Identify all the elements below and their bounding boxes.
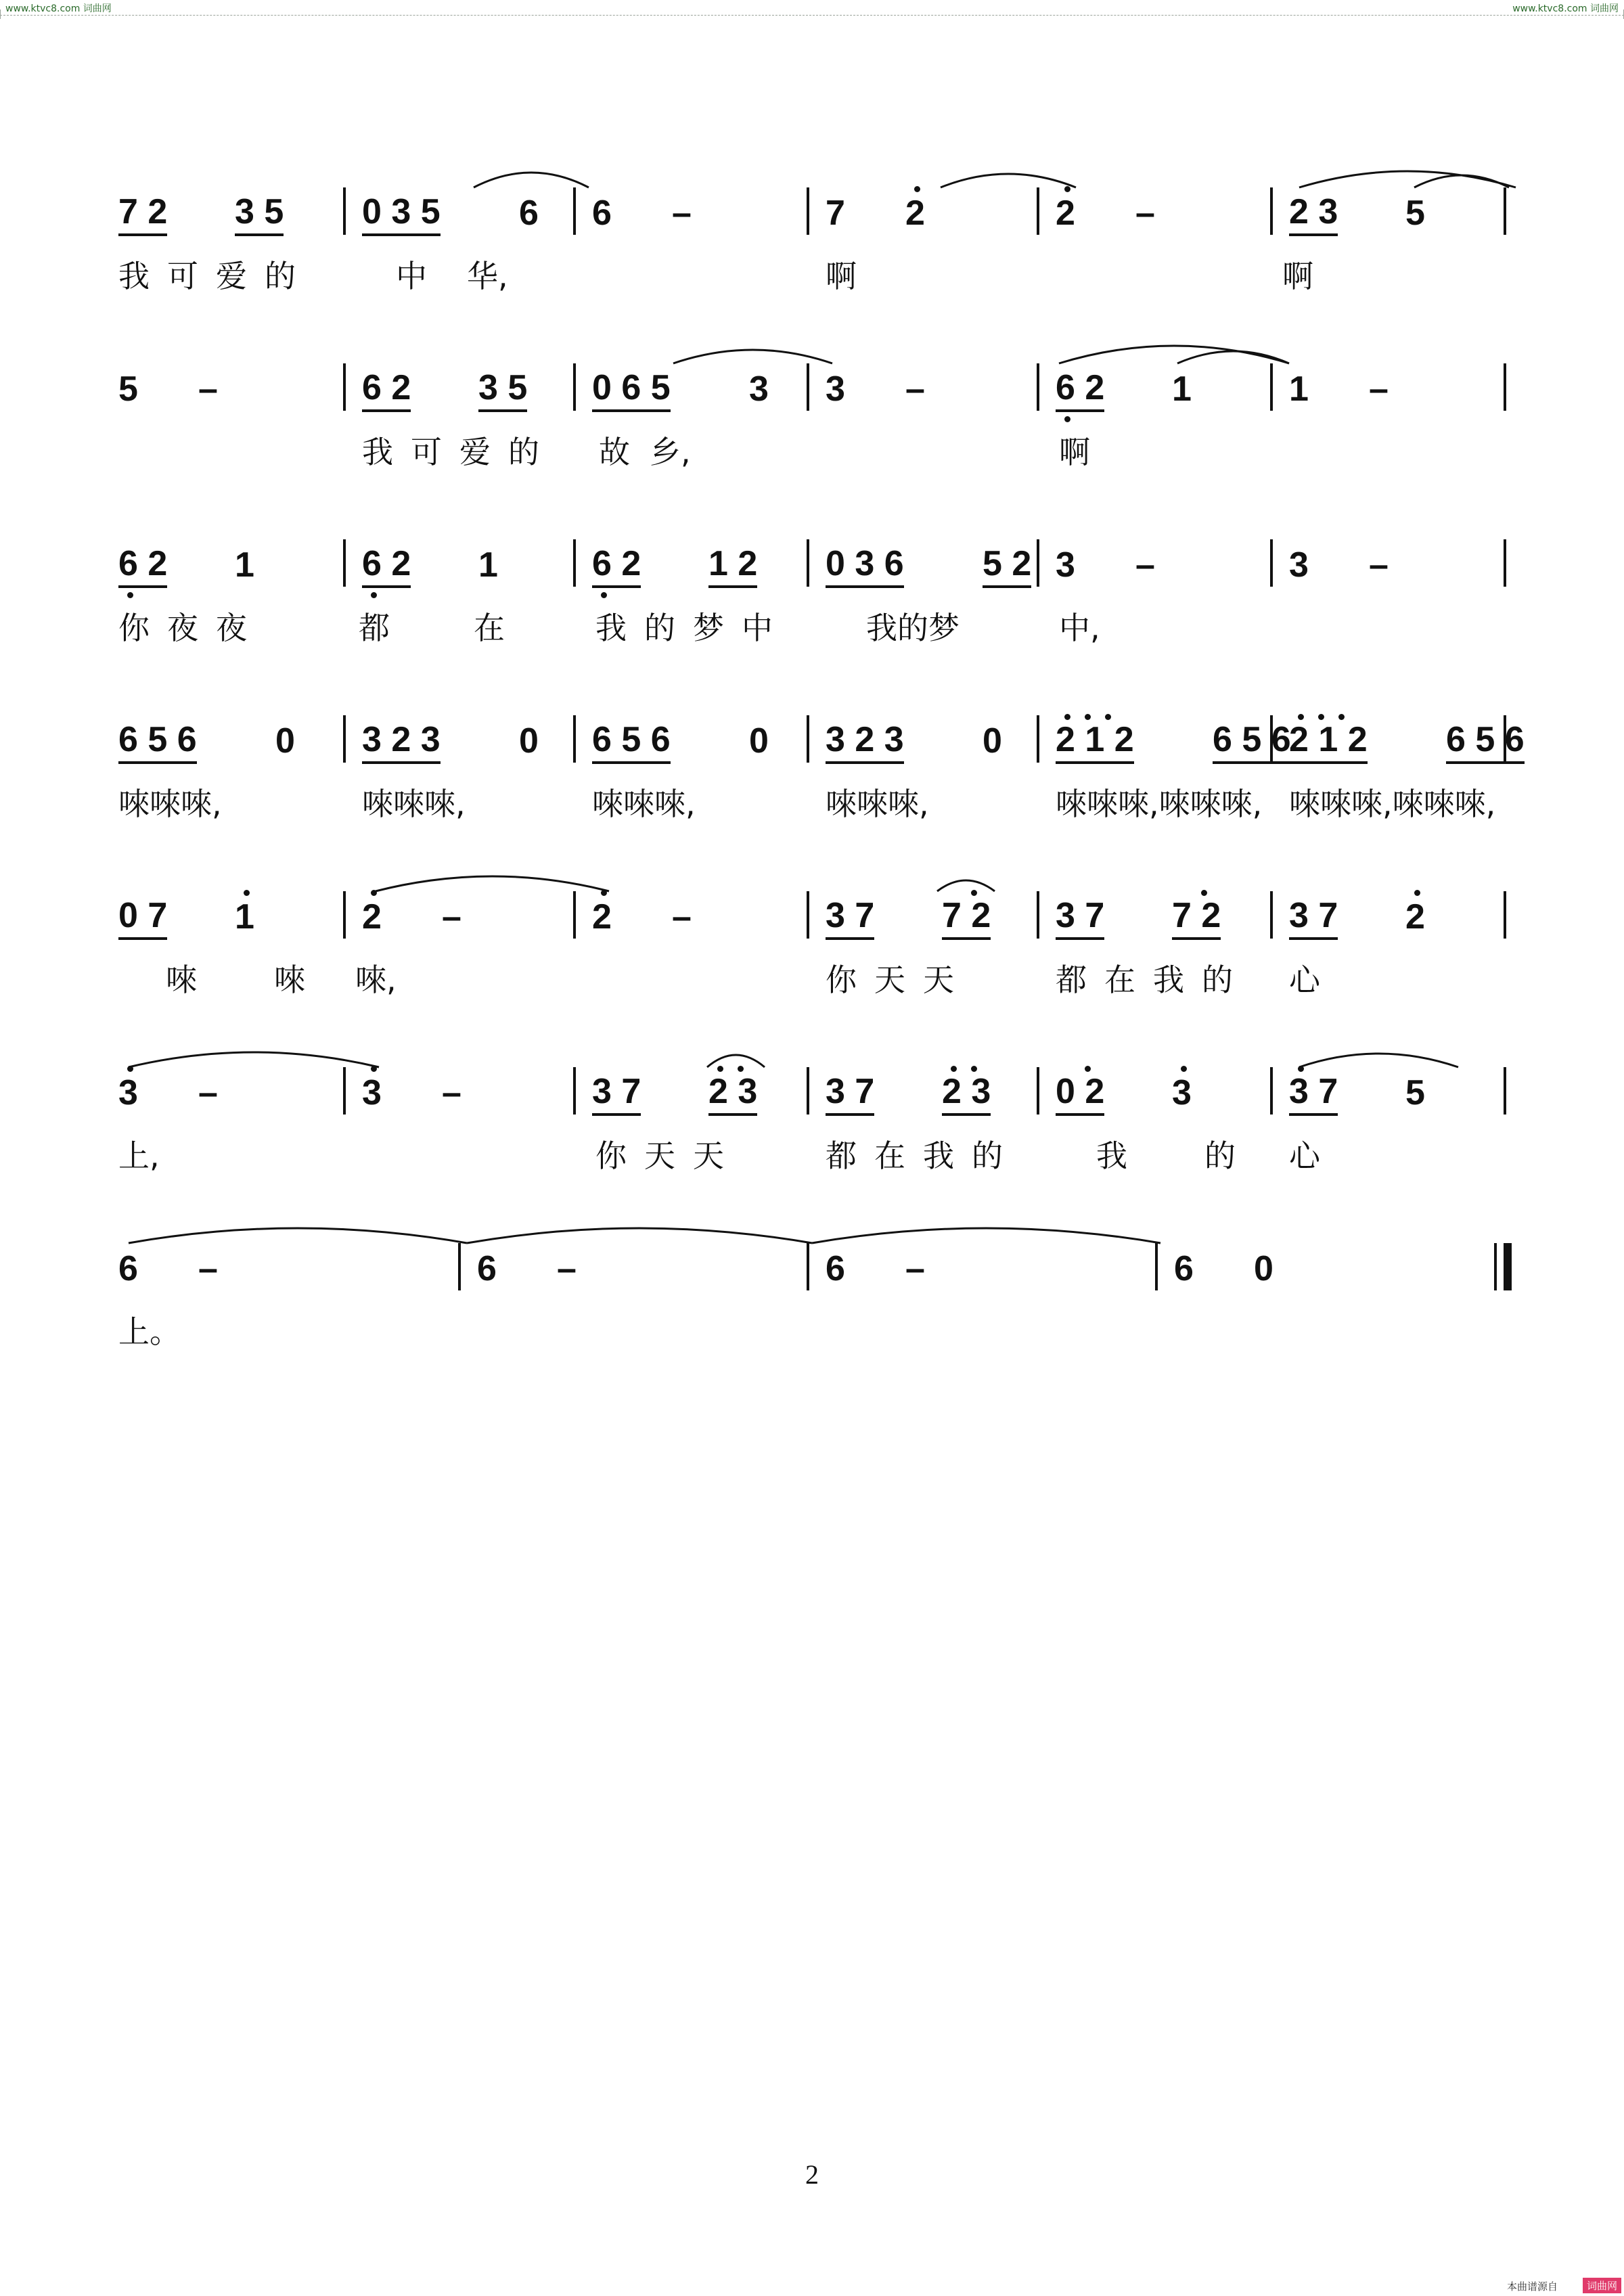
- lyric-text: 都在我的: [826, 1138, 1020, 1174]
- slur-arc: [812, 1228, 1160, 1243]
- note-group: 7 2: [942, 897, 991, 940]
- dash-note: –: [557, 1249, 577, 1288]
- barline: [1037, 715, 1039, 763]
- lyric-text: 唻唻唻,: [118, 786, 222, 822]
- octave-dot-high: [1338, 714, 1345, 720]
- octave-dot-high: [1201, 890, 1207, 896]
- header-site-right[interactable]: www.ktvc8.com 词曲网: [1512, 3, 1619, 14]
- barline: [458, 1243, 461, 1290]
- slur-arc: [1059, 346, 1289, 363]
- barline: [1504, 1067, 1506, 1115]
- barline: [1037, 891, 1039, 939]
- note-group: 5: [1405, 1073, 1425, 1112]
- barline: [807, 715, 809, 763]
- octave-dot-high: [1105, 714, 1111, 720]
- barline: [573, 891, 576, 939]
- note-group: 1: [235, 897, 254, 937]
- lyric-text: 上,: [118, 1138, 160, 1174]
- slur-arc: [129, 1228, 467, 1243]
- note-group: 2: [362, 897, 382, 937]
- note-group: 6 5 6: [592, 721, 671, 764]
- dash-note: –: [1369, 545, 1389, 585]
- lyric-text: 啊: [1059, 434, 1090, 470]
- note-group: 6: [519, 194, 539, 233]
- octave-dot-high: [601, 890, 607, 896]
- note-group: 7: [826, 194, 845, 233]
- note-group: 0: [519, 721, 539, 761]
- barline: [343, 891, 346, 939]
- lyric-text: 啊: [826, 258, 857, 294]
- lyric-text: 唻唻唻,: [592, 786, 696, 822]
- note-group: 6 5 6: [1446, 721, 1525, 764]
- note-group: 1: [1289, 369, 1309, 409]
- lyric-text: 唻唻唻,: [826, 786, 929, 822]
- octave-dot-high: [971, 890, 977, 896]
- lyric-text: 我的梦: [866, 610, 960, 646]
- header-tick-left: [0, 9, 1, 19]
- barline: [1037, 1067, 1039, 1115]
- octave-dot-high: [717, 1066, 723, 1072]
- lyric-text: 唻唻唻,唻唻唻,: [1056, 786, 1263, 822]
- octave-dot-high: [127, 1066, 133, 1072]
- note-group: 5: [1405, 194, 1425, 233]
- barline: [343, 715, 346, 763]
- note-group: 2 3: [942, 1073, 991, 1116]
- lyric-text: 我可爱的: [118, 258, 313, 294]
- note-group: 6: [477, 1249, 497, 1288]
- slur-arc: [941, 174, 1076, 187]
- lyric-text: 都在我的: [1056, 962, 1250, 998]
- note-group: 3: [362, 1073, 382, 1112]
- note-group: 0 3 5: [362, 193, 441, 236]
- note-group: 3 7: [826, 897, 874, 940]
- octave-dot-high: [1318, 714, 1324, 720]
- note-group: 6: [592, 194, 612, 233]
- barline: [807, 1243, 809, 1290]
- octave-dot-high: [914, 186, 920, 192]
- lyric-text: 啊: [1282, 258, 1313, 294]
- lyric-text: 我: [1096, 1138, 1127, 1174]
- note-group: 5 2: [983, 545, 1031, 588]
- note-group: 1 2: [708, 545, 757, 588]
- footer-site-link[interactable]: 词曲网: [1583, 2278, 1621, 2293]
- header-site-left[interactable]: www.ktvc8.com 词曲网: [5, 3, 112, 14]
- barline: [807, 539, 809, 587]
- barline: [807, 363, 809, 411]
- lyric-text: 我的梦中: [595, 610, 790, 646]
- barline: [1504, 187, 1506, 235]
- octave-dot-high: [738, 1066, 744, 1072]
- slur-arc: [1299, 171, 1516, 187]
- lyric-text: 的: [1204, 1138, 1236, 1174]
- dash-note: –: [672, 194, 692, 233]
- note-group: 3 7: [1056, 897, 1104, 940]
- note-group: 3: [1056, 545, 1075, 585]
- octave-dot-high: [244, 890, 250, 896]
- note-group: 0 6 5: [592, 369, 671, 412]
- octave-dot-high: [971, 1066, 977, 1072]
- dash-note: –: [1135, 194, 1155, 233]
- note-group: 6 5 6: [118, 721, 197, 764]
- barline: [1270, 363, 1273, 411]
- note-group: 6 2: [592, 545, 641, 588]
- note-group: 0 7: [118, 897, 167, 940]
- barline: [1037, 539, 1039, 587]
- octave-dot-high: [1085, 1066, 1091, 1072]
- note-group: 3 7: [592, 1073, 641, 1116]
- lyric-text: 心: [1289, 1138, 1320, 1174]
- dash-note: –: [905, 1249, 925, 1288]
- slur-arc: [1414, 175, 1509, 187]
- barline: [807, 891, 809, 939]
- dash-note: –: [1369, 369, 1389, 409]
- note-group: 2 3: [1289, 193, 1338, 236]
- note-group: 1: [1172, 369, 1192, 409]
- note-group: 6: [826, 1249, 845, 1288]
- dash-note: –: [442, 1073, 461, 1112]
- barline: [343, 539, 346, 587]
- note-group: 6: [1174, 1249, 1194, 1288]
- note-group: 2: [1405, 897, 1425, 937]
- barline: [1270, 187, 1273, 235]
- lyric-text: 你天天: [826, 962, 972, 998]
- lyric-text: 我可爱的: [362, 434, 557, 470]
- lyric-text: 在: [474, 610, 505, 646]
- final-barline-thin: [1494, 1243, 1497, 1290]
- note-group: 0: [275, 721, 295, 761]
- octave-dot-low: [1064, 416, 1070, 422]
- octave-dot-high: [1181, 1066, 1187, 1072]
- page-number: 2: [805, 2159, 819, 2190]
- barline: [343, 1067, 346, 1115]
- barline: [343, 363, 346, 411]
- slur-arc: [673, 350, 832, 363]
- slur-arc: [467, 1228, 812, 1243]
- note-group: 6 2: [1056, 369, 1104, 412]
- note-group: 3 7: [1289, 1073, 1338, 1116]
- octave-dot-high: [1414, 890, 1420, 896]
- barline: [1155, 1243, 1158, 1290]
- lyric-text: 中,: [1059, 610, 1100, 646]
- note-group: 6 2: [362, 369, 411, 412]
- barline: [573, 363, 576, 411]
- footer-source-text: 本曲谱源自: [1506, 2280, 1558, 2293]
- note-group: 1: [235, 545, 254, 585]
- octave-dot-low: [601, 592, 607, 598]
- note-group: 3: [826, 369, 845, 409]
- lyric-text: 中: [396, 258, 427, 294]
- final-barline: [1504, 1243, 1512, 1290]
- barline: [573, 715, 576, 763]
- note-group: 0 3 6: [826, 545, 904, 588]
- octave-dot-low: [371, 592, 377, 598]
- barline: [807, 1067, 809, 1115]
- dash-note: –: [198, 1073, 218, 1112]
- dash-note: –: [672, 897, 692, 937]
- note-group: 0 2: [1056, 1073, 1104, 1116]
- note-group: 7 2: [1172, 897, 1221, 940]
- lyric-text: 上。: [118, 1313, 181, 1350]
- lyric-text: 唻: [274, 962, 305, 998]
- lyric-text: 华,: [467, 258, 508, 294]
- note-group: 3: [1289, 545, 1309, 585]
- dash-note: –: [905, 369, 925, 409]
- lyric-text: 都: [359, 610, 390, 646]
- lyric-text: 唻,: [355, 962, 397, 998]
- lyric-text: 故: [599, 434, 630, 470]
- note-group: 2 3: [708, 1073, 757, 1116]
- note-group: 2: [905, 194, 925, 233]
- octave-dot-high: [1064, 186, 1070, 192]
- note-group: 0: [1254, 1249, 1273, 1288]
- barline: [1504, 539, 1506, 587]
- octave-dot-high: [1298, 714, 1304, 720]
- dash-note: –: [198, 369, 218, 409]
- octave-dot-high: [371, 890, 377, 896]
- note-group: 3 5: [478, 369, 527, 412]
- lyric-text: 唻唻唻,唻唻唻,: [1289, 786, 1496, 822]
- note-group: 3 2 3: [826, 721, 904, 764]
- barline: [1037, 363, 1039, 411]
- octave-dot-high: [371, 1066, 377, 1072]
- barline: [573, 539, 576, 587]
- note-group: 3 7: [1289, 897, 1338, 940]
- note-group: 7 2: [118, 193, 167, 236]
- dash-note: –: [198, 1249, 218, 1288]
- barline: [573, 187, 576, 235]
- slur-arc: [376, 876, 609, 891]
- note-group: 3 2 3: [362, 721, 441, 764]
- note-group: 0: [749, 721, 769, 761]
- note-group: 2 1 2: [1289, 721, 1368, 764]
- note-group: 2: [592, 897, 612, 937]
- barline: [1270, 539, 1273, 587]
- lyric-text: 唻唻唻,: [362, 786, 466, 822]
- lyric-text: 心: [1289, 962, 1320, 998]
- note-group: 3: [1172, 1073, 1192, 1112]
- note-group: 1: [478, 545, 498, 585]
- note-group: 2: [1056, 194, 1075, 233]
- barline: [343, 187, 346, 235]
- dash-note: –: [442, 897, 461, 937]
- barline: [573, 1067, 576, 1115]
- note-group: 0: [983, 721, 1002, 761]
- octave-dot-high: [951, 1066, 957, 1072]
- barline: [1504, 363, 1506, 411]
- header-rule: [0, 15, 1624, 16]
- barline: [1270, 1067, 1273, 1115]
- barline: [807, 187, 809, 235]
- slur-arc: [474, 173, 589, 187]
- barline: [1504, 891, 1506, 939]
- slur-arc: [937, 880, 995, 891]
- note-group: 3 5: [235, 193, 284, 236]
- lyric-text: 唻: [166, 962, 197, 998]
- octave-dot-low: [127, 592, 133, 598]
- lyric-text: 你天天: [595, 1138, 742, 1174]
- slur-arc: [707, 1055, 765, 1067]
- octave-dot-high: [1298, 1066, 1304, 1072]
- lyric-text: 乡,: [650, 434, 691, 470]
- slur-arc: [129, 1052, 379, 1067]
- octave-dot-high: [1064, 714, 1070, 720]
- note-group: 5: [118, 369, 138, 409]
- note-group: 6 2: [118, 545, 167, 588]
- barline: [1270, 891, 1273, 939]
- slur-arc: [1177, 351, 1289, 363]
- slur-arc: [1299, 1054, 1458, 1067]
- note-group: 3 7: [826, 1073, 874, 1116]
- note-group: 3: [749, 369, 769, 409]
- dash-note: –: [1135, 545, 1155, 585]
- note-group: 3: [118, 1073, 138, 1112]
- note-group: 6 5 6: [1213, 721, 1291, 764]
- note-group: 2 1 2: [1056, 721, 1134, 764]
- lyric-text: 你夜夜: [118, 610, 265, 646]
- note-group: 6: [118, 1249, 138, 1288]
- octave-dot-high: [1085, 714, 1091, 720]
- note-group: 6 2: [362, 545, 411, 588]
- barline: [1037, 187, 1039, 235]
